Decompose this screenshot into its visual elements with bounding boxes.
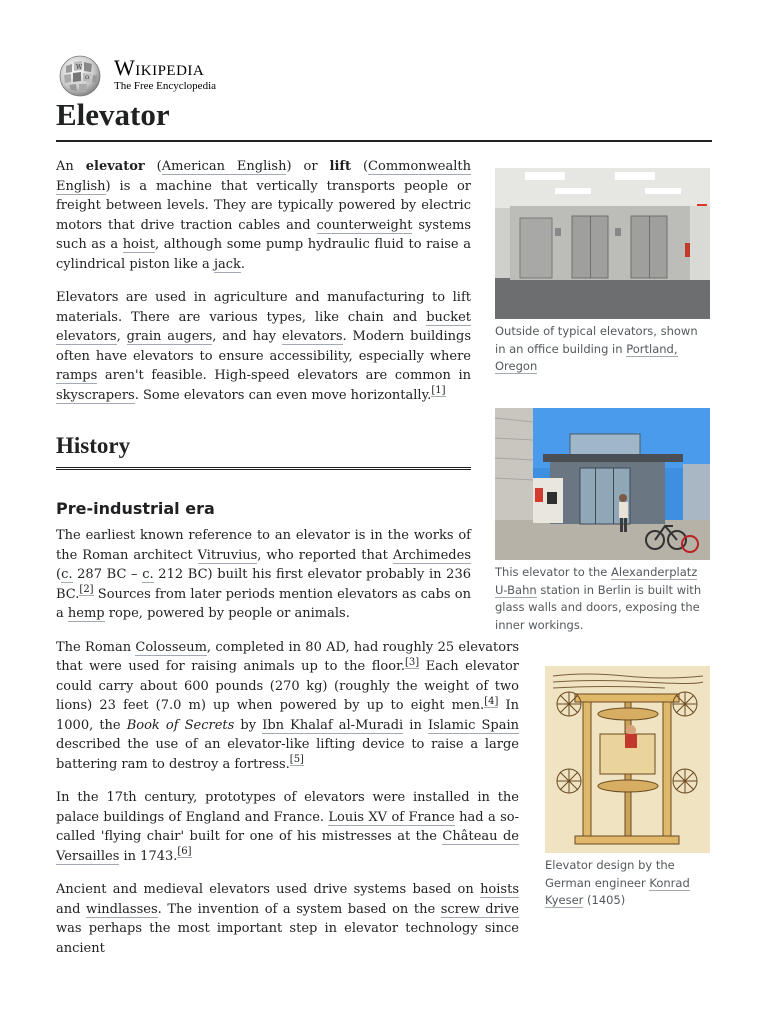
link-chateau-de-versailles[interactable]: Château de Versailles	[56, 829, 520, 864]
link-islamic-spain[interactable]: Islamic Spain	[427, 717, 520, 733]
link-alexanderplatz-u-bahn[interactable]: Alexanderplatz U-Bahn	[495, 565, 698, 597]
article-body	[56, 157, 520, 972]
svg-text:Ω: Ω	[85, 75, 90, 81]
link-grain-augers[interactable]: grain augers	[126, 329, 213, 344]
link-ibn-khalaf-al-muradi[interactable]: Ibn Khalaf al-Muradi	[262, 717, 404, 733]
link-commonwealth-english[interactable]: Commonwealth English	[56, 159, 471, 194]
office-elevators-image[interactable]	[495, 168, 710, 319]
bold-term-lift: lift	[329, 159, 351, 174]
link-circa-2[interactable]: c.	[142, 567, 154, 582]
alexanderplatz-elevator-image[interactable]	[495, 408, 710, 560]
link-louis-xv-of-france[interactable]: Louis XV of France	[328, 809, 455, 825]
figure-office-elevators	[495, 168, 710, 376]
figure-kyeser-elevator-design	[545, 666, 710, 910]
reference-2[interactable]: [2]	[79, 584, 94, 596]
link-hoist[interactable]: hoist	[122, 237, 155, 252]
intro-paragraph-2: Elevators are used in agriculture and manufacturing to lift materials. There are various types, like chain and bucket elevators, grain augers, and hay elevators. Modern buildings often have elevators to ensure accessibility, especially where ramps aren't feasible. High-speed elevators are common in skyscrapers. Some elevators can even move horizontally.[1]	[56, 290, 471, 403]
link-american-english[interactable]: American English	[161, 159, 287, 174]
subheading-pre-industrial-era: Pre-industrial era	[56, 499, 215, 518]
history-paragraph-3: In the 17th century, prototypes of elevators were installed in the palace buildings of England and France. Louis XV of France had a so-called 'flying chair' built for one of his mistresses at the Château de Versailles in 1743.[6]	[56, 790, 520, 864]
link-skyscrapers[interactable]: skyscrapers	[56, 387, 135, 403]
figure-caption-1: Outside of typical elevators, shown in an office building in Portland, Oregon	[495, 324, 698, 373]
site-name: Wikipedia	[114, 55, 205, 80]
link-circa-1[interactable]: c.	[61, 567, 73, 582]
link-vitruvius[interactable]: Vitruvius	[197, 547, 258, 563]
italic-book-of-secrets: Book of Secrets	[126, 717, 235, 733]
intro-paragraph-1: An elevator (American English) or lift (Commonwealth English) is a machine that vertically transports people or freight between levels. They are typically powered by electric motors that drive traction cables and counterweight systems such as a hoist, although some pump hydraulic fluid to raise a cylindrical piston like a jack.	[56, 159, 471, 272]
link-jack[interactable]: jack	[213, 256, 241, 272]
link-colosseum[interactable]: Colosseum	[135, 639, 207, 655]
wikipedia-globe-icon[interactable]	[56, 54, 104, 98]
site-header	[56, 52, 356, 98]
link-hoists[interactable]: hoists	[480, 882, 519, 897]
reference-1[interactable]: [1]	[431, 385, 446, 397]
link-bucket-elevators[interactable]: bucket elevators	[56, 309, 471, 344]
history-paragraph-4: Ancient and medieval elevators used drive systems based on hoists and windlasses. The invention of a system based on the screw drive was perhaps the most important step in elevator technology since ancient	[56, 882, 519, 956]
history-paragraph-1: The earliest known reference to an elevator is in the works of the Roman architect Vitruvius, who reported that Archimedes (c. 287 BC – c. 212 BC) built his first elevator probably in 236 BC.[2] Sources from later periods mention elevators as cabs on a hemp rope, powered by people or animals.	[56, 528, 471, 621]
svg-text:W: W	[76, 64, 83, 71]
link-elevators[interactable]: elevators	[281, 329, 343, 344]
link-hemp[interactable]: hemp	[67, 606, 105, 621]
link-portland-oregon[interactable]: Portland, Oregon	[495, 341, 678, 373]
reference-6[interactable]: [6]	[177, 846, 192, 858]
link-windlasses[interactable]: windlasses	[86, 901, 158, 917]
page-title: Elevator	[56, 96, 712, 142]
site-tagline: The Free Encyclopedia	[114, 80, 217, 92]
bold-term-elevator: elevator	[85, 159, 145, 174]
link-counterweight[interactable]: counterweight	[316, 217, 413, 233]
figure-alexanderplatz-elevator	[495, 408, 710, 634]
wordmark[interactable]	[114, 56, 216, 92]
reference-3[interactable]: [3]	[405, 656, 420, 668]
link-archimedes[interactable]: Archimedes	[392, 547, 471, 563]
reference-5[interactable]: [5]	[289, 754, 304, 766]
kyeser-elevator-drawing-image[interactable]	[545, 666, 710, 853]
section-heading-history: History	[56, 431, 471, 470]
reference-4[interactable]: [4]	[484, 695, 499, 707]
link-screw-drive[interactable]: screw drive	[440, 901, 519, 917]
link-ramps[interactable]: ramps	[56, 368, 98, 383]
figure-caption-2: This elevator to the Alexanderplatz U-Bahn station in Berlin is built with glass walls and doors, exposing the inner workings.	[495, 565, 702, 632]
link-konrad-kyeser[interactable]: Konrad Kyeser	[545, 875, 690, 907]
figure-caption-3: Elevator design by the German engineer Konrad Kyeser (1405)	[545, 858, 690, 907]
history-paragraph-2: The Roman Colosseum, completed in 80 AD, had roughly 25 elevators that were used for raising animals up to the floor.[3] Each elevator could carry about 600 pounds (270 kg) (roughly the weight of two lions) 23 feet (7.0 m) up when powered by up to eight men.[4] In 1000, the Book of Secrets by Ibn Khalaf al-Muradi in Islamic Spain described the use of an elevator-like lifting device to raise a large battering ram to destroy a fortress.[5]	[56, 639, 520, 772]
